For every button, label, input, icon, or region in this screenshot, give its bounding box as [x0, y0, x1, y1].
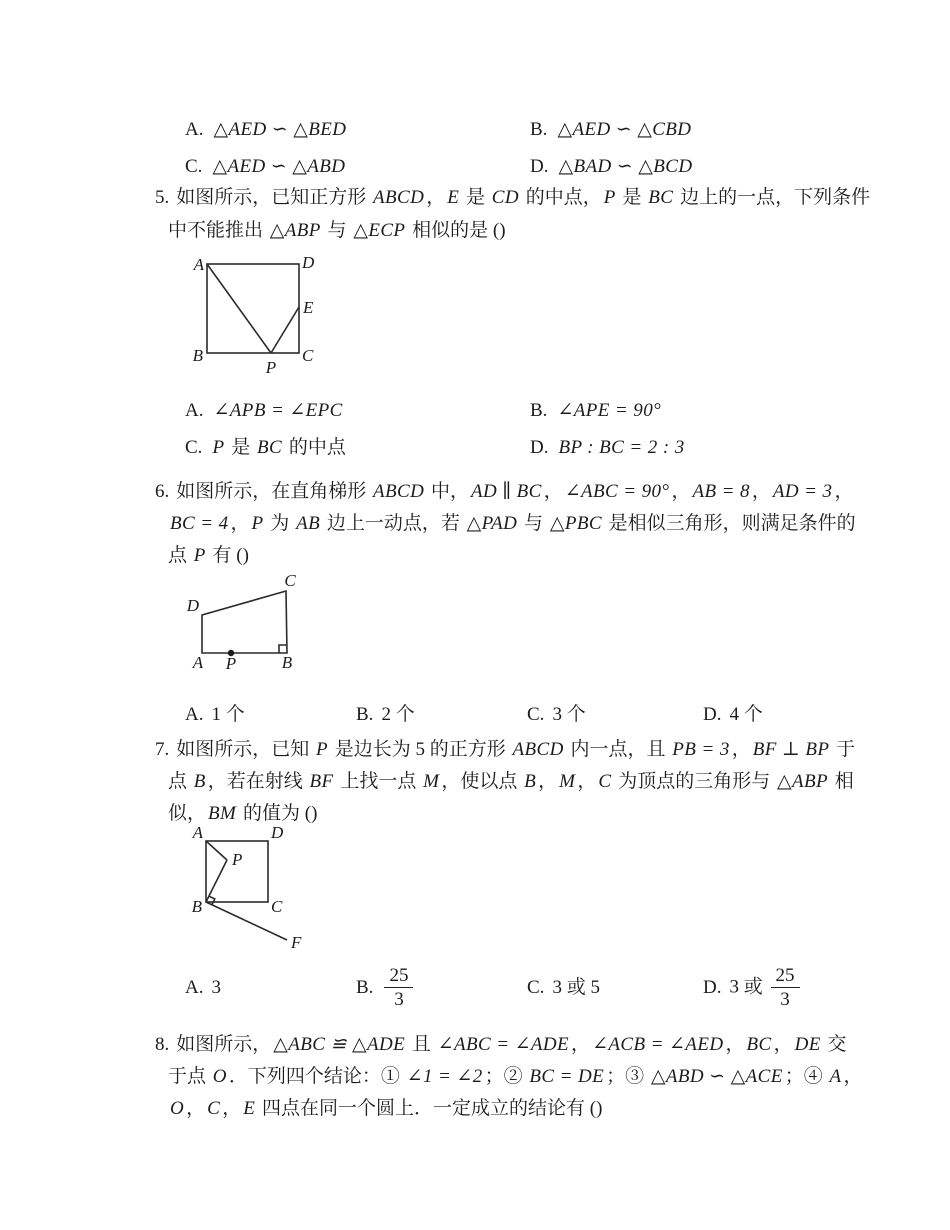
q7-option-b: [356, 962, 416, 1014]
question-number: 8.: [155, 1034, 170, 1055]
q5-square-abcd: [207, 264, 299, 353]
q7-text-line-2: [168, 767, 854, 797]
option-text: △AED ∽ △BED: [213, 119, 347, 140]
option-label: C.: [527, 977, 545, 998]
q6-label-d: D: [186, 596, 199, 615]
option-text: 1 个: [211, 704, 245, 725]
option-text: 3 或 5: [552, 977, 600, 998]
q5-label-d: D: [302, 253, 315, 272]
option-label: D.: [703, 977, 722, 998]
q7-text-line-3: [168, 799, 317, 829]
q7-label-c: C: [271, 897, 283, 916]
q5-text-line-1: [155, 183, 870, 213]
q5-segment-pe: [271, 307, 299, 353]
q4-option-b: [530, 115, 693, 145]
question-number: 7.: [155, 739, 170, 760]
q6-text-line-3: [168, 541, 249, 571]
q5-segment-ap: [207, 264, 271, 353]
option-text: ∠APE = 90°: [557, 400, 662, 421]
option-text: △AED ∽ △CBD: [557, 119, 692, 140]
q6-option-a: [185, 700, 245, 730]
q6-label-b: B: [281, 653, 293, 672]
q7-text-line-1: [155, 735, 855, 765]
option-label: D.: [530, 156, 549, 177]
option-text: △AED ∽ △ABD: [212, 156, 346, 177]
option-text: BP : BC = 2 : 3: [558, 437, 685, 458]
q5-text-line-2: [168, 216, 506, 246]
question-text: 点 B ，若在射线 BF 上找一点 M ，使以点 B ， M ， C 为顶点的三角形与 △ABP 相: [168, 771, 854, 792]
q7-label-a: A: [192, 823, 203, 842]
q4-option-c: [185, 152, 347, 182]
option-label: C.: [185, 437, 203, 458]
q6-text-line-2: [168, 509, 856, 539]
q5-label-p: P: [265, 358, 277, 377]
q5-option-d: [530, 433, 687, 463]
option-label: C.: [185, 156, 203, 177]
q6-label-p: P: [225, 654, 237, 673]
option-text: 3: [211, 977, 221, 998]
q6-option-c: [527, 700, 586, 730]
question-text: 点 P 有 (): [168, 545, 249, 566]
option-text: 3 或 $\frac{25}{3}$: [729, 965, 802, 1011]
q6-trapezoid-abcd: [202, 591, 287, 653]
question-text: 似， BM 的值为 (): [168, 803, 318, 824]
q8-text-line-1: [155, 1030, 846, 1060]
q5-label-a: A: [193, 255, 204, 274]
q6-label-c: C: [284, 571, 296, 590]
question-text: 如图所示， △ABC ≌ △ADE 且 ∠ABC = ∠ADE ， ∠ACB = ∠AED ， BC ， DE 交: [176, 1034, 847, 1055]
q6-label-a: A: [192, 653, 204, 672]
option-text: 2 个: [381, 704, 415, 725]
question-number: 6.: [155, 481, 170, 502]
q7-label-d: D: [271, 823, 284, 842]
option-text: $\frac{25}{3}$: [381, 965, 416, 1011]
option-label: A.: [185, 400, 204, 421]
option-label: A.: [185, 119, 204, 140]
option-label: B.: [356, 704, 374, 725]
q6-right-angle-mark: [279, 645, 287, 653]
option-label: A.: [185, 977, 204, 998]
question-number: 5.: [155, 187, 170, 208]
q7-segment-ap: [206, 841, 227, 860]
q8-text-line-3: [168, 1094, 602, 1124]
question-text: 如图所示，已知 P 是边长为 5 的正方形 ABCD 内一点，且 PB = 3 ， BF ⊥ BP 于: [176, 739, 856, 760]
q6-figure: [186, 571, 314, 673]
q5-option-a: [185, 396, 345, 426]
q5-figure: [191, 251, 321, 379]
q7-label-p: P: [232, 850, 243, 869]
option-label: D.: [530, 437, 549, 458]
question-text: 如图所示，在直角梯形 ABCD 中， AD ∥ BC ， ∠ABC = 90° ， AB = 8 ， AD = 3 ，: [176, 481, 854, 502]
question-text: O ， C ， E 四点在同一个圆上．一定成立的结论有 (): [170, 1098, 603, 1119]
q7-option-a: [185, 962, 221, 1014]
q8-text-line-2: [168, 1062, 863, 1092]
option-label: C.: [527, 704, 545, 725]
q6-text-line-1: [155, 477, 853, 507]
option-label: B.: [530, 400, 548, 421]
q7-label-b: B: [191, 897, 202, 916]
q7-label-f: F: [291, 933, 302, 952]
option-text: 3 个: [552, 704, 586, 725]
q5-label-c: C: [302, 346, 314, 365]
question-text: BC = 4 ， P 为 AB 边上一动点，若 △PAD 与 △PBC 是相似三角形，则满足条件的: [170, 513, 856, 534]
q4-option-a: [185, 115, 348, 145]
q5-option-b: [530, 396, 663, 426]
q5-label-e: E: [303, 298, 314, 317]
option-label: A.: [185, 704, 204, 725]
option-label: B.: [530, 119, 548, 140]
question-text: 如图所示，已知正方形 ABCD ， E 是 CD 的中点， P 是 BC 边上的一点，下列条件: [176, 187, 871, 208]
question-text: 中不能推出 △ABP 与 △ECP 相似的是 (): [168, 220, 506, 241]
option-text: 4 个: [729, 704, 763, 725]
option-text: ∠APB = ∠EPC: [213, 400, 343, 421]
option-label: D.: [703, 704, 722, 725]
q7-figure: [189, 823, 329, 954]
option-label: B.: [356, 977, 374, 998]
q6-option-d: [703, 700, 763, 730]
q7-option-c: [527, 962, 600, 1014]
q5-option-c: [185, 433, 346, 463]
option-text: △BAD ∽ △BCD: [558, 156, 693, 177]
q5-label-b: B: [192, 346, 203, 365]
q4-option-d: [530, 152, 694, 182]
question-text: 于点 O ．下列四个结论：① ∠1 = ∠2 ；② BC = DE ；③ △ABD ∽ △ACE ；④ A ，: [168, 1066, 863, 1087]
q6-option-b: [356, 700, 415, 730]
q7-option-d: [703, 962, 803, 1014]
option-text: P 是 BC 的中点: [212, 437, 346, 458]
